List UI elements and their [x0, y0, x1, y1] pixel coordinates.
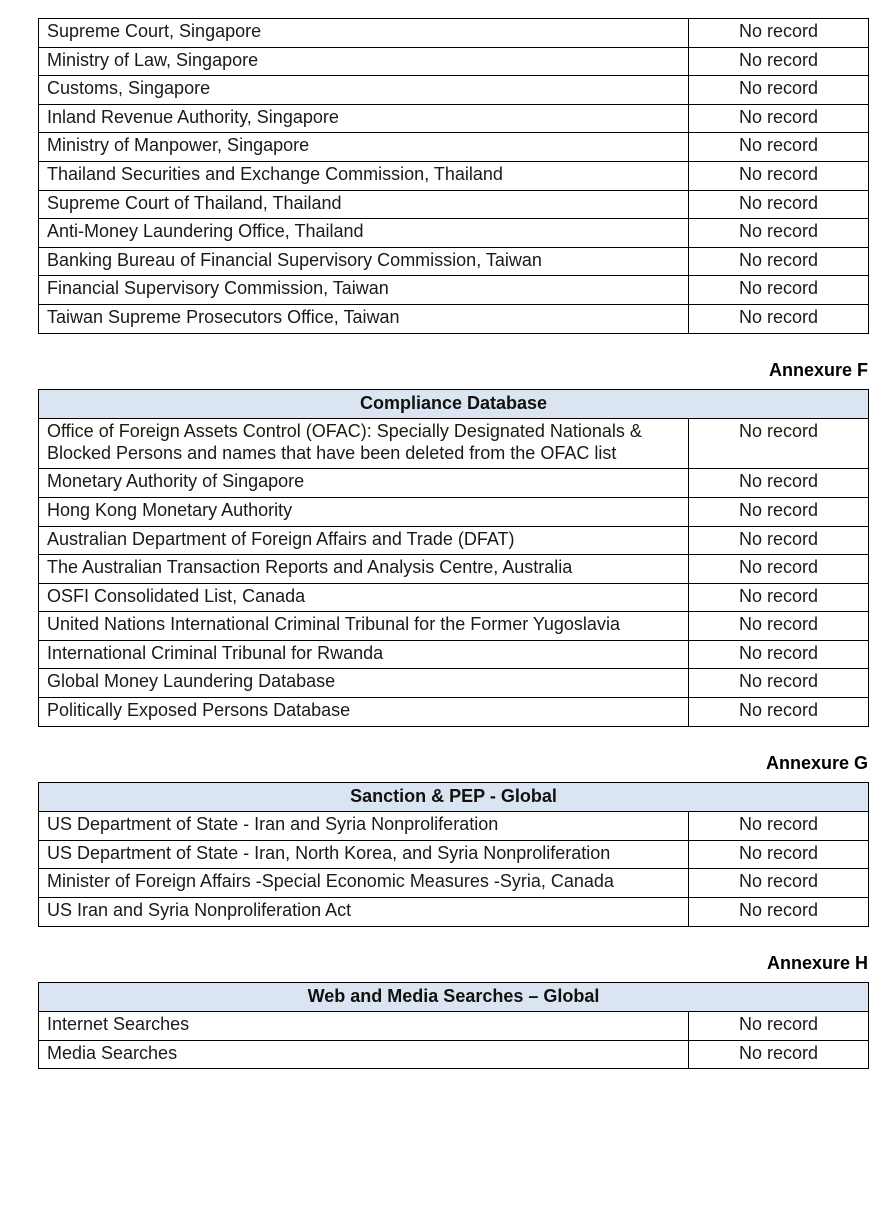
source-name: Anti-Money Laundering Office, Thailand — [39, 219, 689, 248]
table-row — [39, 304, 869, 333]
source-name: Minister of Foreign Affairs -Special Economic Measures -Syria, Canada — [39, 869, 689, 898]
search-result: No record — [689, 898, 869, 927]
source-name: The Australian Transaction Reports and Analysis Centre, Australia — [39, 555, 689, 584]
table-title-row — [39, 389, 869, 419]
search-result: No record — [689, 247, 869, 276]
search-result: No record — [689, 1012, 869, 1041]
table-row — [39, 133, 869, 162]
table-row — [39, 47, 869, 76]
search-result: No record — [689, 869, 869, 898]
table-row — [39, 698, 869, 727]
annexure-label-f: Annexure F — [768, 359, 868, 380]
table-web-media-searches — [38, 982, 869, 1070]
table-row — [39, 898, 869, 927]
table-row — [39, 812, 869, 841]
annexure-label-g: Annexure G — [765, 752, 868, 773]
table-row — [39, 76, 869, 105]
table-title: Web and Media Searches – Global — [39, 982, 869, 1012]
search-result: No record — [689, 555, 869, 584]
source-name: OSFI Consolidated List, Canada — [39, 583, 689, 612]
source-name: Financial Supervisory Commission, Taiwan — [39, 276, 689, 305]
table-title: Compliance Database — [39, 389, 869, 419]
table-row — [39, 419, 869, 469]
source-name: Ministry of Law, Singapore — [39, 47, 689, 76]
search-result: No record — [689, 419, 869, 469]
annexure-label-h: Annexure H — [766, 952, 868, 973]
table-row — [39, 190, 869, 219]
table-row — [39, 640, 869, 669]
table-sanction-pep-global — [38, 782, 869, 927]
search-result: No record — [689, 47, 869, 76]
search-result: No record — [689, 276, 869, 305]
table-head — [39, 982, 869, 1012]
source-name: Inland Revenue Authority, Singapore — [39, 104, 689, 133]
search-result: No record — [689, 698, 869, 727]
search-result: No record — [689, 612, 869, 641]
source-name: Politically Exposed Persons Database — [39, 698, 689, 727]
search-result: No record — [689, 669, 869, 698]
source-name: US Iran and Syria Nonproliferation Act — [39, 898, 689, 927]
search-result: No record — [689, 304, 869, 333]
table-head — [39, 389, 869, 419]
search-result: No record — [689, 583, 869, 612]
source-name: Supreme Court, Singapore — [39, 19, 689, 48]
table-title: Sanction & PEP - Global — [39, 782, 869, 812]
table-row — [39, 247, 869, 276]
table-row — [39, 104, 869, 133]
table-body — [39, 1012, 869, 1069]
table-row — [39, 219, 869, 248]
table-row — [39, 276, 869, 305]
search-result: No record — [689, 640, 869, 669]
table-government-agencies — [38, 18, 869, 334]
search-result: No record — [689, 812, 869, 841]
search-result: No record — [689, 161, 869, 190]
table-row — [39, 161, 869, 190]
source-name: Media Searches — [39, 1040, 689, 1069]
source-name: Internet Searches — [39, 1012, 689, 1041]
source-name: United Nations International Criminal Tribunal for the Former Yugoslavia — [39, 612, 689, 641]
table-row — [39, 669, 869, 698]
source-name: US Department of State - Iran and Syria Nonproliferation — [39, 812, 689, 841]
table-row — [39, 1012, 869, 1041]
table-row — [39, 526, 869, 555]
search-result: No record — [689, 840, 869, 869]
source-name: Customs, Singapore — [39, 76, 689, 105]
table-row — [39, 612, 869, 641]
source-name: Office of Foreign Assets Control (OFAC): Specially Designated Nationals & Blocked Persons and names that have been deleted from the OFAC list — [39, 419, 689, 469]
search-result: No record — [689, 469, 869, 498]
table-row — [39, 583, 869, 612]
table-title-row — [39, 982, 869, 1012]
source-name: Australian Department of Foreign Affairs and Trade (DFAT) — [39, 526, 689, 555]
source-name: Monetary Authority of Singapore — [39, 469, 689, 498]
search-result: No record — [689, 497, 869, 526]
table-row — [39, 497, 869, 526]
search-result: No record — [689, 104, 869, 133]
table-head — [39, 782, 869, 812]
search-result: No record — [689, 190, 869, 219]
source-name: US Department of State - Iran, North Korea, and Syria Nonproliferation — [39, 840, 689, 869]
table-body — [39, 812, 869, 926]
search-result: No record — [689, 526, 869, 555]
source-name: Hong Kong Monetary Authority — [39, 497, 689, 526]
table-row — [39, 19, 869, 48]
table-row — [39, 840, 869, 869]
source-name: Supreme Court of Thailand, Thailand — [39, 190, 689, 219]
search-result: No record — [689, 1040, 869, 1069]
source-name: Ministry of Manpower, Singapore — [39, 133, 689, 162]
search-result: No record — [689, 76, 869, 105]
search-result: No record — [689, 219, 869, 248]
table-body — [39, 19, 869, 334]
source-name: Banking Bureau of Financial Supervisory Commission, Taiwan — [39, 247, 689, 276]
table-row — [39, 469, 869, 498]
table-row — [39, 555, 869, 584]
table-body — [39, 419, 869, 727]
search-result: No record — [689, 133, 869, 162]
table-title-row — [39, 782, 869, 812]
table-row — [39, 869, 869, 898]
source-name: Taiwan Supreme Prosecutors Office, Taiwan — [39, 304, 689, 333]
source-name: Thailand Securities and Exchange Commission, Thailand — [39, 161, 689, 190]
search-result: No record — [689, 19, 869, 48]
source-name: International Criminal Tribunal for Rwanda — [39, 640, 689, 669]
table-compliance-database — [38, 389, 869, 727]
table-row — [39, 1040, 869, 1069]
source-name: Global Money Laundering Database — [39, 669, 689, 698]
